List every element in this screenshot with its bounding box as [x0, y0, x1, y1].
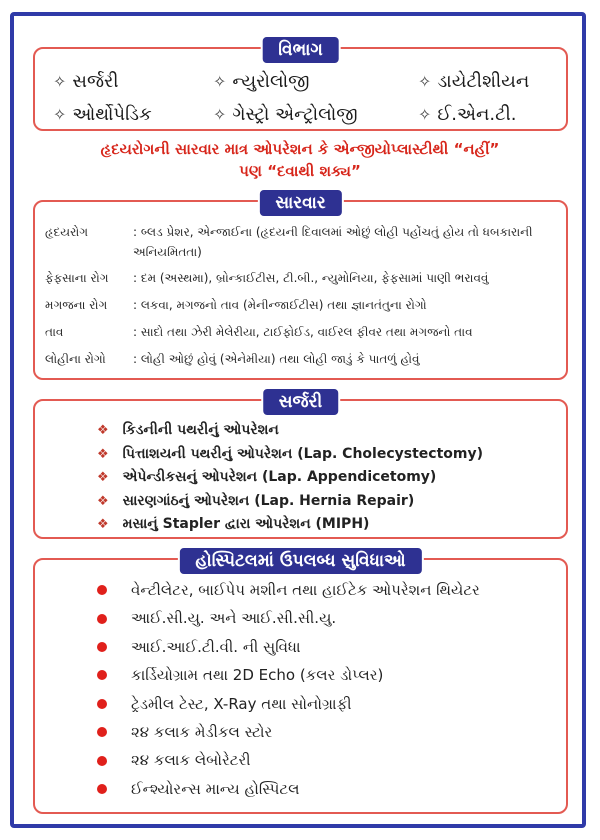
surgery-title: સર્જરી: [261, 387, 341, 417]
bullet-icon: [97, 614, 107, 624]
bullet-icon: [97, 670, 107, 680]
surgery-item: ❖ કિડનીની પથરીનું ઓપરેશન: [97, 422, 279, 438]
surgery-item: ❖ એપેન્ડીકસનું ઓપરેશન (Lap. Appendicetomy): [97, 469, 437, 485]
tagline-line-1: હૃદયરોગની સારવાર માત્ર ઓપરેશન કે એન્જીયોપ્લાસ્ટીથી “નહીં”: [100, 140, 500, 158]
treatment-term: તાવ: [45, 325, 64, 339]
facility-item: ઈન્શ્યોરન્સ માન્ય હોસ્પિટલ: [97, 775, 480, 803]
treatment-term: મગજના રોગ: [45, 298, 108, 312]
department-item: ✧ ઈ.એન.ટી.: [418, 104, 517, 125]
treatment-desc: : બ્લડ પ્રેશર, એન્જાઈના (હૃદયની દિવાલમાં ઓછું લોહી પહોંચતું હોય તો ધબકારાની અનિયમિતતા): [133, 225, 533, 259]
facilities-box: [33, 551, 568, 814]
facilities-title: હોસ્પિટલમાં ઉપલબ્ધ સુવિધાઓ: [177, 546, 423, 576]
facility-item: આઈ.આઈ.ટી.વી. ની સુવિધા: [97, 633, 480, 661]
star-icon: ✧: [213, 105, 227, 124]
treatment-term: હૃદયરોગ: [45, 225, 89, 239]
treatment-row: [45, 322, 553, 342]
facility-item: કાર્ડિયોગ્રામ તથા 2D Echo (કલર ડોપ્લર): [97, 661, 480, 689]
surgery-item: ❖ પિત્તાશયની પથરીનું ઓપરેશન (Lap. Cholecystectomy): [97, 445, 484, 462]
department-item: ✧ ન્યુરોલોજી: [213, 71, 310, 92]
diamond-bullet-icon: ❖: [97, 423, 109, 438]
treatment-row: [45, 349, 553, 369]
department-item: ✧ ગેસ્ટ્રો એન્ટ્રોલોજી: [213, 104, 358, 125]
departments-grid: [53, 71, 553, 125]
facility-item: ટ્રેડમીલ ટેસ્ટ, X-Ray તથા સોનોગ્રાફી: [97, 690, 480, 718]
treatment-row: [45, 295, 553, 315]
facility-item: ૨૪ કલાક મેડીકલ સ્ટોર: [97, 718, 480, 746]
diamond-bullet-icon: ❖: [97, 517, 109, 532]
star-icon: ✧: [53, 72, 67, 91]
department-item: ✧ સર્જરી: [53, 71, 119, 92]
bullet-icon: [97, 642, 107, 652]
surgery-item: ❖ મસાનું Stapler દ્વારા ઓપરેશન (MIPH): [97, 516, 370, 532]
departments-box: [33, 40, 568, 131]
treatment-desc: : લોહી ઓછું હોવું (એનેમીયા) તથા લોહી જાડું કે પાતળું હોવું: [133, 352, 420, 366]
star-icon: ✧: [418, 72, 432, 91]
diamond-bullet-icon: ❖: [97, 493, 109, 509]
bullet-icon: [97, 699, 107, 709]
diamond-bullet-icon: ❖: [97, 446, 109, 462]
facilities-list: [97, 576, 480, 803]
tagline-line-2: પણ “દવાથી શક્ય”: [239, 162, 361, 180]
treatment-row: [45, 222, 553, 262]
bullet-icon: [97, 784, 107, 794]
treatment-row: [45, 268, 553, 288]
treatment-term: લોહીના રોગો: [45, 352, 106, 366]
star-icon: ✧: [418, 105, 432, 124]
treatment-desc: : લકવા, મગજનો તાવ (મેનીન્જાઈટીસ) તથા જ્ઞાનતંતુના રોગો: [133, 298, 427, 312]
surgery-item: ❖ સારણગાંઠનું ઓપરેશન (Lap. Hernia Repair): [97, 492, 415, 509]
treatment-box: [33, 193, 568, 380]
diamond-bullet-icon: ❖: [97, 470, 109, 485]
facility-item: ૨૪ કલાક લેબોરેટરી: [97, 746, 480, 774]
treatment-desc: : દમ (અસ્થમા), બ્રોન્કાઈટીસ, ટી.બી., ન્યુમોનિયા, ફેફસામાં પાણી ભરાવવું: [133, 271, 489, 285]
bullet-icon: [97, 585, 107, 595]
department-item: ✧ ડાયેટીશીયન: [418, 71, 530, 92]
star-icon: ✧: [53, 105, 67, 124]
bullet-icon: [97, 756, 107, 766]
department-item: ✧ ઓર્થોપેડિક: [53, 104, 152, 125]
treatment-title: સારવાર: [257, 188, 343, 218]
surgery-list: [97, 419, 483, 537]
treatment-desc: : સાદો તથા ઝેરી મેલેરીયા, ટાઈફોઈડ, વાઈરલ ફીવર તથા મગજનો તાવ: [133, 325, 473, 339]
bullet-icon: [97, 727, 107, 737]
surgery-box: [33, 392, 568, 539]
facility-item: વેન્ટીલેટર, બાઈપેપ મશીન તથા હાઈટેક ઓપરેશન થિયેટર: [97, 576, 480, 604]
treatment-term: ફેફસાના રોગ: [45, 271, 109, 285]
facility-item: આઈ.સી.યુ. અને આઈ.સી.સી.યુ.: [97, 604, 480, 632]
star-icon: ✧: [213, 72, 227, 91]
departments-title: વિભાગ: [260, 35, 341, 65]
